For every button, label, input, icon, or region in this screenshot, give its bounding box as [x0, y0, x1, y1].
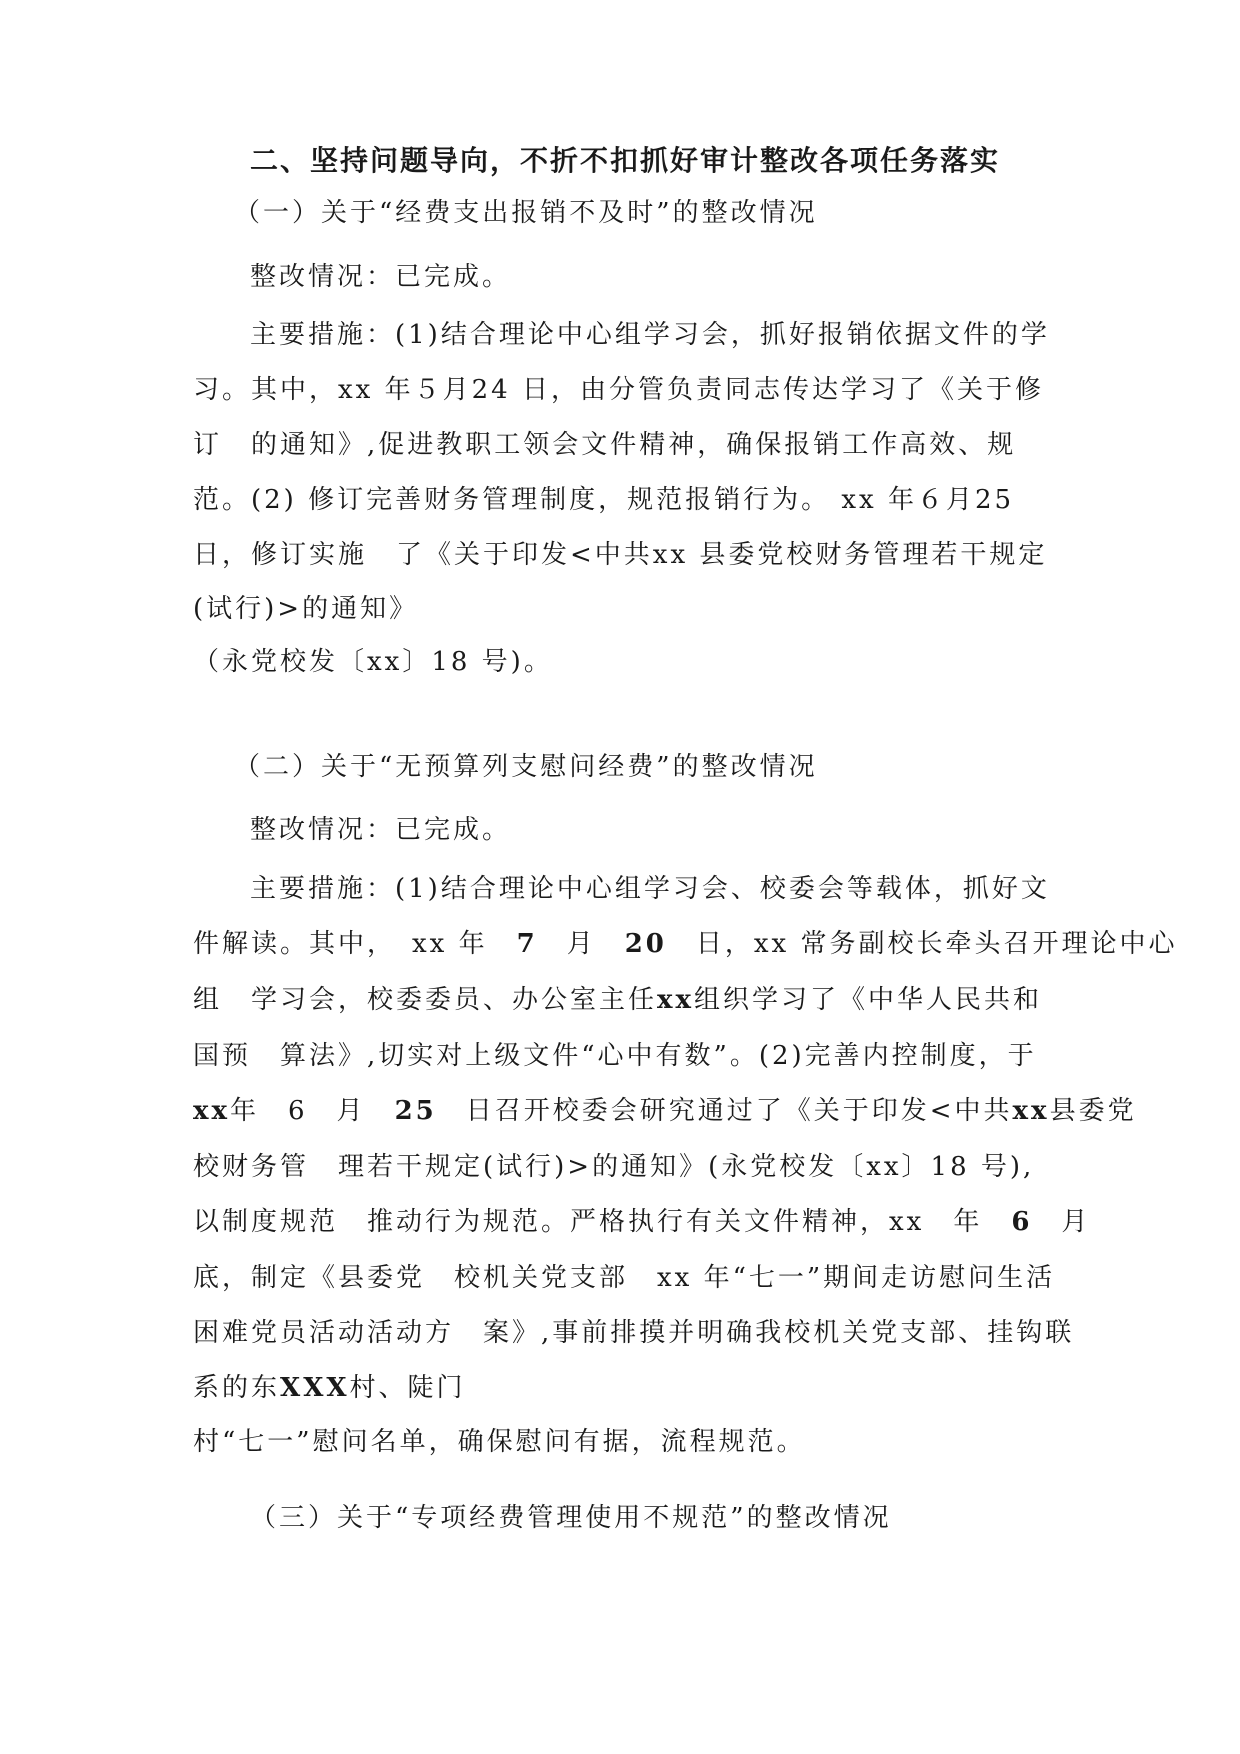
subsection-2-status: 整改情况：已完成。 — [250, 815, 512, 845]
subsection-1-line-3: 订 的通知》,促进教职工领会文件精神，确保报销工作高效、规 — [193, 430, 1017, 460]
subsection-1-line-6: (试行)>的通知》 — [193, 594, 419, 624]
subsection-2-line-3: 组 学习会，校委委员、办公室主任xx组织学习了《中华人民共和 — [193, 985, 1043, 1015]
subsection-1-line-2: 习。其中，xx 年５月24 日，由分管负责同志传达学习了《关于修 — [193, 375, 1044, 405]
subsection-2-line-1: 主要措施：(1)结合理论中心组学习会、校委会等载体，抓好文 — [250, 874, 1050, 904]
subsection-1-line-4: 范。(2) 修订完善财务管理制度，规范报销行为。 xx 年６月25 — [193, 485, 1015, 515]
subsection-2-line-10: 系的东XXX村、陡门 — [193, 1373, 466, 1403]
subsection-2-line-9: 困难党员活动活动方 案》,事前排摸并明确我校机关党支部、挂钩联 — [193, 1318, 1075, 1348]
subsection-1-line-1: 主要措施：(1)结合理论中心组学习会，抓好报销依据文件的学 — [250, 320, 1050, 350]
subsection-1-line-7: （永党校发〔xx〕18 号)。 — [193, 647, 553, 677]
subsection-2-line-5: xx年 6 月 25 日召开校委会研究通过了《关于印发<中共xx县委党 — [193, 1096, 1137, 1126]
subsection-2-line-8: 底，制定《县委党 校机关党支部 xx 年“七一”期间走访慰问生活 — [193, 1263, 1056, 1293]
subsection-1-title: （一）关于“经费支出报销不及时”的整改情况 — [234, 198, 818, 228]
section-heading: 二、坚持问题导向，不折不扣抓好审计整改各项任务落实 — [250, 144, 1001, 177]
subsection-3-title: （三）关于“专项经费管理使用不规范”的整改情况 — [250, 1503, 892, 1533]
subsection-2-line-2: 件解读。其中， xx 年 7 月 20 日，xx 常务副校长牵头召开理论中心 — [193, 929, 1178, 959]
subsection-2-title: （二）关于“无预算列支慰问经费”的整改情况 — [234, 752, 818, 782]
subsection-1-line-5: 日，修订实施 了《关于印发<中共xx 县委党校财务管理若干规定 — [193, 540, 1048, 570]
subsection-2-line-6: 校财务管 理若干规定(试行)>的通知》(永党校发〔xx〕18 号), — [193, 1152, 1035, 1182]
subsection-2-line-7: 以制度规范 推动行为规范。严格执行有关文件精神，xx 年 6 月 — [193, 1207, 1091, 1237]
subsection-2-line-11: 村“七一”慰问名单，确保慰问有据，流程规范。 — [193, 1427, 806, 1457]
subsection-1-status: 整改情况：已完成。 — [250, 262, 512, 292]
subsection-2-line-4: 国预 算法》,切实对上级文件“心中有数”。(2)完善内控制度，于 — [193, 1041, 1037, 1071]
